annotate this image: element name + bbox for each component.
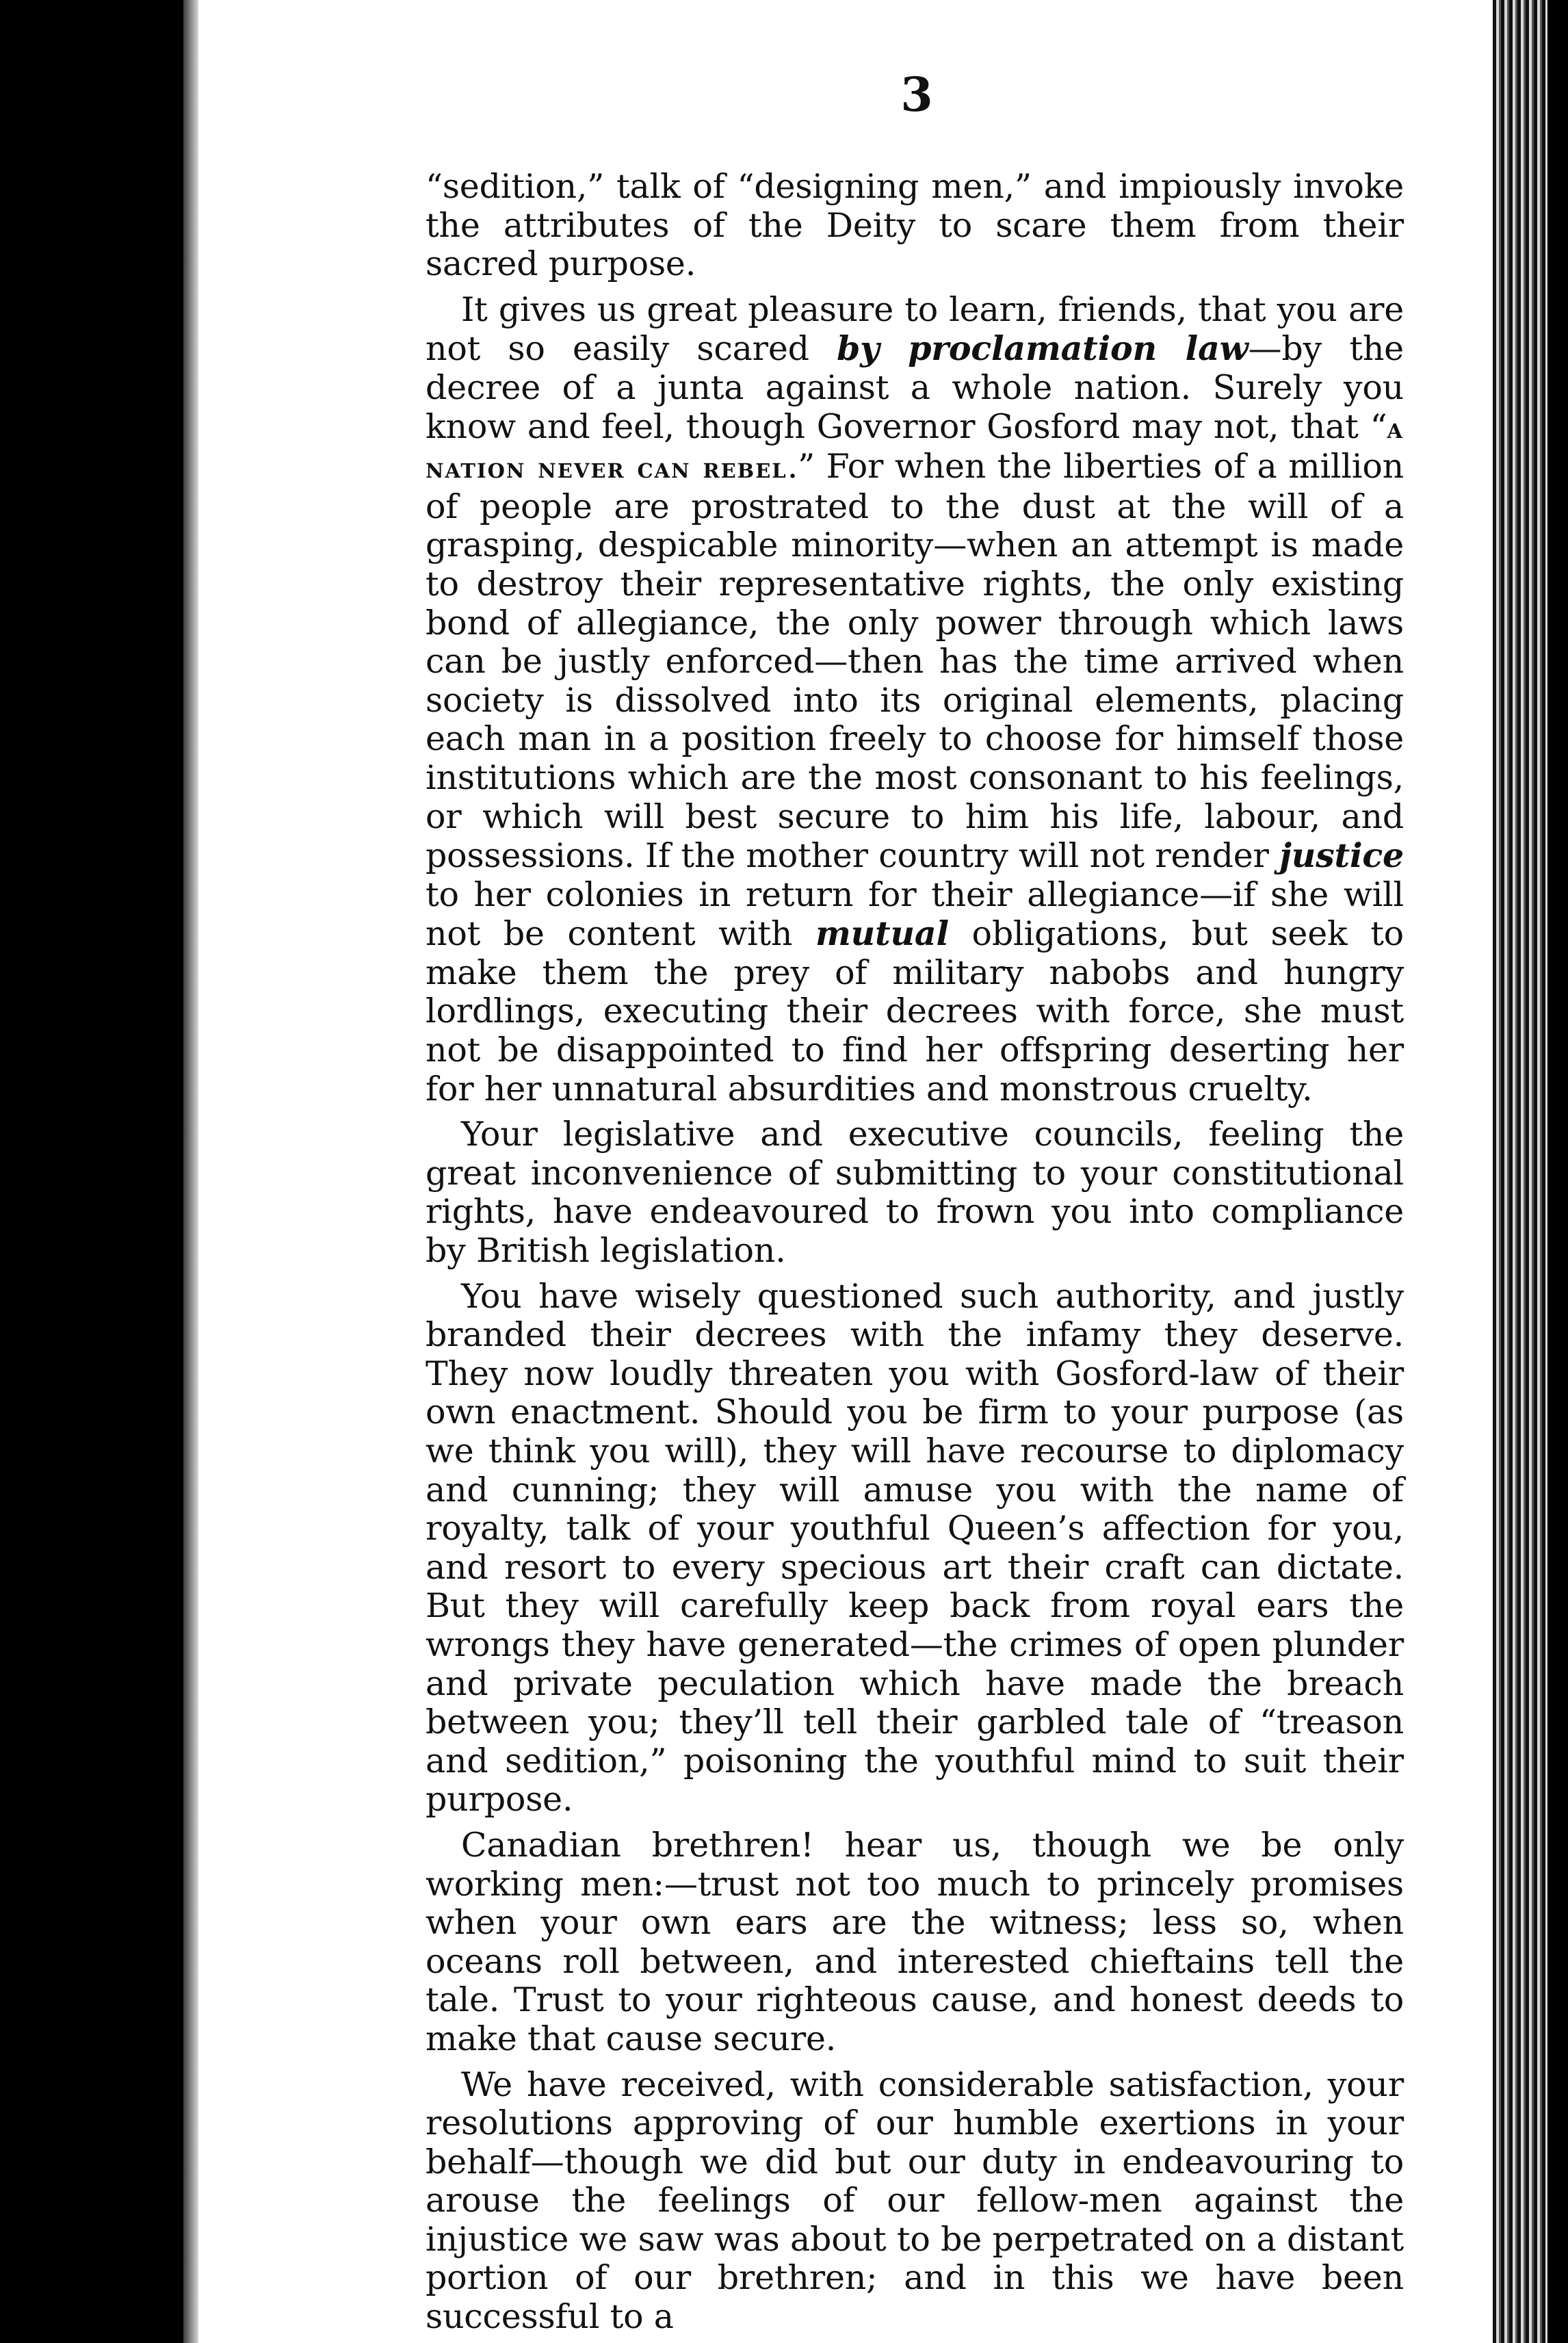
paragraph-text: It gives us great pleasure to learn, friends, that you are not so easily scared [426, 289, 1404, 369]
italic-phrase: justice [1279, 836, 1404, 876]
page-gutter-edge [183, 0, 198, 2343]
paragraph-6 [426, 2066, 1404, 2337]
paragraph-5 [426, 1826, 1404, 2059]
paragraph-1 [426, 168, 1404, 284]
italic-phrase: by proclamation law [837, 328, 1249, 369]
paragraph-text: “sedition,” talk of “designing men,” and impiously invoke the attributes of the Deity to scare them from their sacred purpose. [426, 167, 1404, 284]
paragraph-4 [426, 1278, 1404, 1820]
italic-phrase: mutual [815, 914, 949, 954]
page-number: 3 [900, 68, 933, 122]
paragraph-text: to her colonies in return for their allegiance—if she will not be content with [426, 875, 1404, 954]
paragraph-3 [426, 1115, 1404, 1270]
paragraph-text: —by the decree of a junta against a whole nation. Surely you know and feel, though Governor Gosford may not, that “ [426, 329, 1404, 446]
scan-background-left [0, 0, 183, 2343]
page-stack-edge [1493, 0, 1568, 2343]
paragraph-text: .” For when the liberties of a million of people are prostrated to the dust at the will of a grasping, despicable minority—when an attempt is made to destroy their representative rights, the only existing bond of allegiance, the only power through which laws can be justly enforced—then has the time arrived when society is dissolved into its original elements, placing each man in a position freely to choose for himself those institutions which are the most consonant to his feelings, or which will best secure to him his life, labour, and possessions. If the mother country will not render [426, 447, 1404, 876]
paragraph-2 [426, 291, 1404, 1109]
paragraph-text: obligations, but seek to make them the prey of military nabobs and hungry lordlings, executing their decrees with force, she must not be disappointed to find her offspring deserting her for her unnatural absurdities and monstrous cruelty. [426, 914, 1404, 1109]
small-caps-phrase: a nation never can rebel [426, 411, 1404, 485]
paragraph-text: Your legislative and executive councils, feeling the great inconvenience of submitting to your constitutional rights, have endeavoured to frown you into compliance by British legislation. [426, 1115, 1404, 1271]
paragraph-text: We have received, with considerable satisfaction, your resolutions approving of our humble exertions in your behalf—though we did but our duty in endeavouring to arouse the feelings of our fellow-men against the injustice we saw was about to be perpetrated on a distant portion of our brethren; and in this we have been successful to a [426, 2064, 1404, 2337]
body-text [426, 168, 1404, 2337]
paragraph-text: You have wisely questioned such authority, and justly branded their decrees with the infamy they deserve. They now loudly threaten you with Gosford-law of their own enactment. Should you be firm to your purpose (as we think you will), they will have recourse to diplomacy and cunning; they will amuse you with the name of royalty, talk of your youthful Queen’s affection for you, and resort to every specious art their craft can dictate. But they will carefully keep back from royal ears the wrongs they have generated—the crimes of open plunder and private peculation which have made the breach between you; they’ll tell their garbled tale of “treason and sedition,” poisoning the youthful mind to suit their purpose. [426, 1276, 1404, 1820]
paragraph-text: Canadian brethren! hear us, though we be only working men:—trust not too much to princely promises when your own ears are the witness; less so, when oceans roll between, and interested chieftains tell the tale. Trust to your righteous cause, and honest deeds to make that cause secure. [426, 1825, 1404, 2058]
